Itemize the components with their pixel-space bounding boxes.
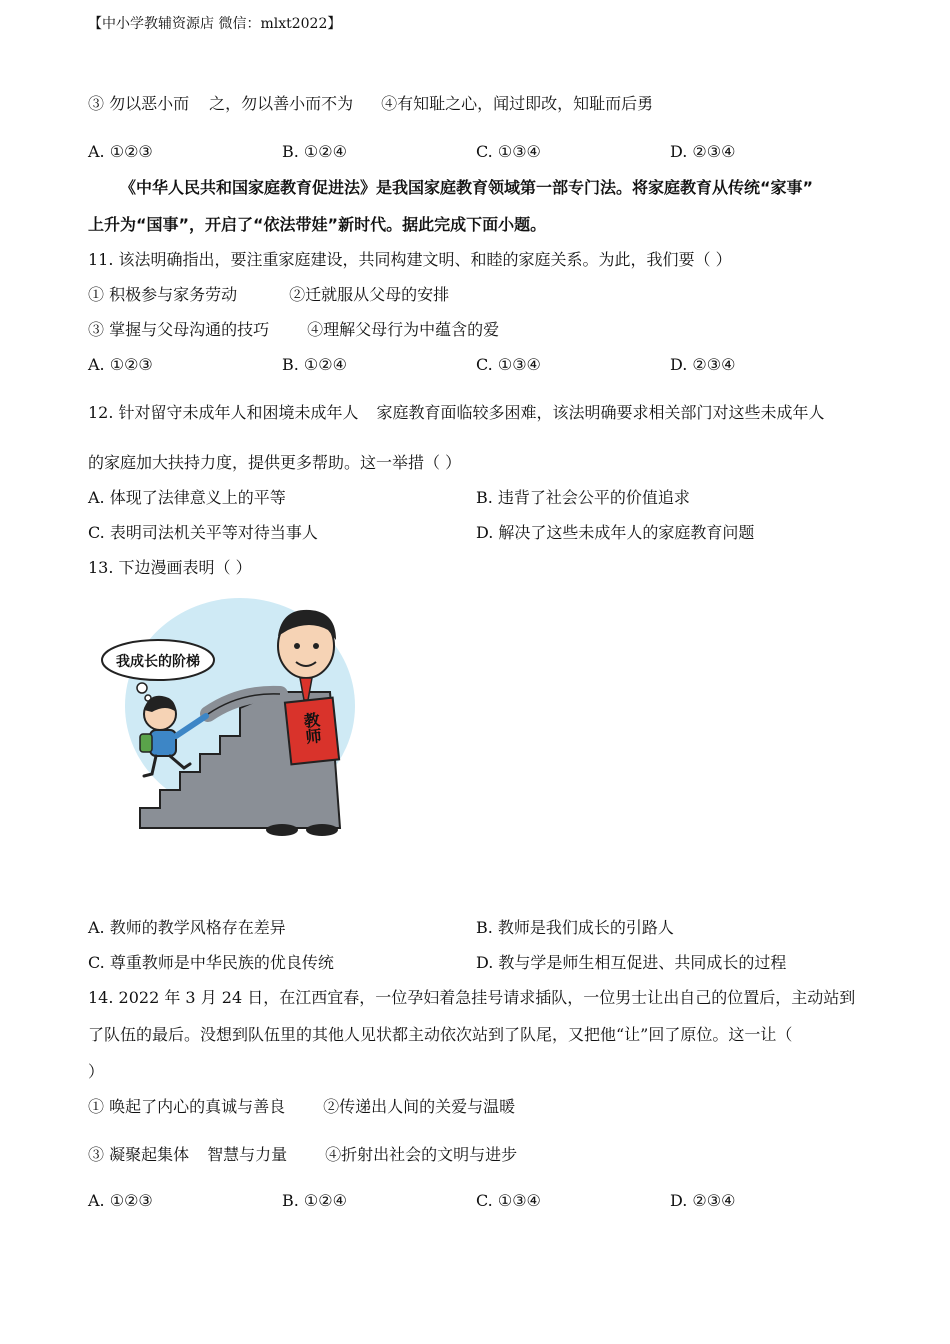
q12-option-b[interactable]: B. 违背了社会公平的价值追求 [476,488,690,507]
q12-option-c[interactable]: C. 表明司法机关平等对待当事人 [88,523,318,542]
page-header: 【中小学教辅资源店 微信：mlxt2022】 [88,16,342,32]
q14-statement-1: ① 唤起了内心的真诚与善良 [88,1097,286,1116]
q12-stem-1b: 家庭教育面临较多困难，该法明确要求相关部门对这些未成年人 [376,403,825,422]
q10-option-d[interactable]: D. ②③④ [670,142,736,161]
q11-statement-1: ① 积极参与家务劳动 [88,285,238,304]
q14-statement-3a: ③ 凝聚起集体 [88,1145,190,1164]
intro-line-1: 《中华人民共和国家庭教育促进法》是我国家庭教育领域第一部专门法。将家庭教育从传统“家事” [120,178,814,197]
q10-statements [88,94,653,114]
q10-statement-4: ④有知耻之心，闻过即改，知耻而后勇 [381,94,654,113]
q11-statement-2: ②迁就服从父母的安排 [289,285,450,304]
q11-option-c[interactable]: C. ①③④ [476,355,541,374]
q10-option-a[interactable]: A. ①②③ [88,142,153,161]
q10-statement-3: ③ 勿以恶小而 [88,94,190,113]
q14-statement-2: ②传递出人间的关爱与温暖 [323,1097,516,1116]
q11-stem: 11. 该法明确指出，要注重家庭建设，共同构建文明、和睦的家庭关系。为此，我们要（ ） [88,250,732,269]
q14-option-d[interactable]: D. ②③④ [670,1191,736,1210]
q14-stem-line-3: ） [88,1062,105,1081]
q10-option-b[interactable]: B. ①②④ [282,142,347,161]
q11-option-a[interactable]: A. ①②③ [88,355,153,374]
q14-statements-row-1 [88,1097,515,1117]
q12-stem-line-1 [88,403,825,423]
q12-stem-1a: 12. 针对留守未成年人和困境未成年人 [88,403,359,422]
q12-option-d[interactable]: D. 解决了这些未成年人的家庭教育问题 [476,523,755,542]
cartoon-bubble-text: 我成长的阶梯 [116,654,200,670]
q14-statement-3b: 智慧与力量 [207,1145,288,1164]
q11-statements-row-1 [88,285,449,305]
q12-option-a[interactable]: A. 体现了法律意义上的平等 [88,488,286,507]
q14-stem-line-2: 了队伍的最后。没想到队伍里的其他人见状都主动依次站到了队尾，又把他“让”回了原位。这一让（ [88,1025,793,1044]
q13-option-d[interactable]: D. 教与学是师生相互促进、共同成长的过程 [476,953,787,972]
q11-statements-row-2 [88,320,499,340]
q11-statement-3: ③ 掌握与父母沟通的技巧 [88,320,270,339]
q11-option-d[interactable]: D. ②③④ [670,355,736,374]
q13-option-b[interactable]: B. 教师是我们成长的引路人 [476,918,674,937]
q11-statement-4: ④理解父母行为中蕴含的爱 [307,320,500,339]
q10-option-c[interactable]: C. ①③④ [476,142,541,161]
q13-option-c[interactable]: C. 尊重教师是中华民族的优良传统 [88,953,334,972]
q12-stem-line-2: 的家庭加大扶持力度，提供更多帮助。这一举措（ ） [88,453,462,472]
q14-option-a[interactable]: A. ①②③ [88,1191,153,1210]
q11-option-b[interactable]: B. ①②④ [282,355,347,374]
q10-statement-3-rest: 之，勿以善小而不为 [209,94,354,113]
q14-statements-row-2 [88,1145,517,1165]
intro-line-2: 上升为“国事”，开启了“依法带娃”新时代。据此完成下面小题。 [88,215,547,234]
cartoon-child-body [150,730,176,756]
q14-stem-line-1: 14. 2022 年 3 月 24 日，在江西宜春，一位孕妇着急挂号请求插队，一位男士让出自己的位置后，主动站到 [88,988,856,1007]
cartoon-teacher-ladder [100,596,360,841]
cartoon-book-text: 教师 [300,711,323,745]
q14-option-c[interactable]: C. ①③④ [476,1191,541,1210]
q14-statement-4: ④折射出社会的文明与进步 [325,1145,518,1164]
q13-stem: 13. 下边漫画表明（ ） [88,558,252,577]
q13-option-a[interactable]: A. 教师的教学风格存在差异 [88,918,286,937]
q14-option-b[interactable]: B. ①②④ [282,1191,347,1210]
